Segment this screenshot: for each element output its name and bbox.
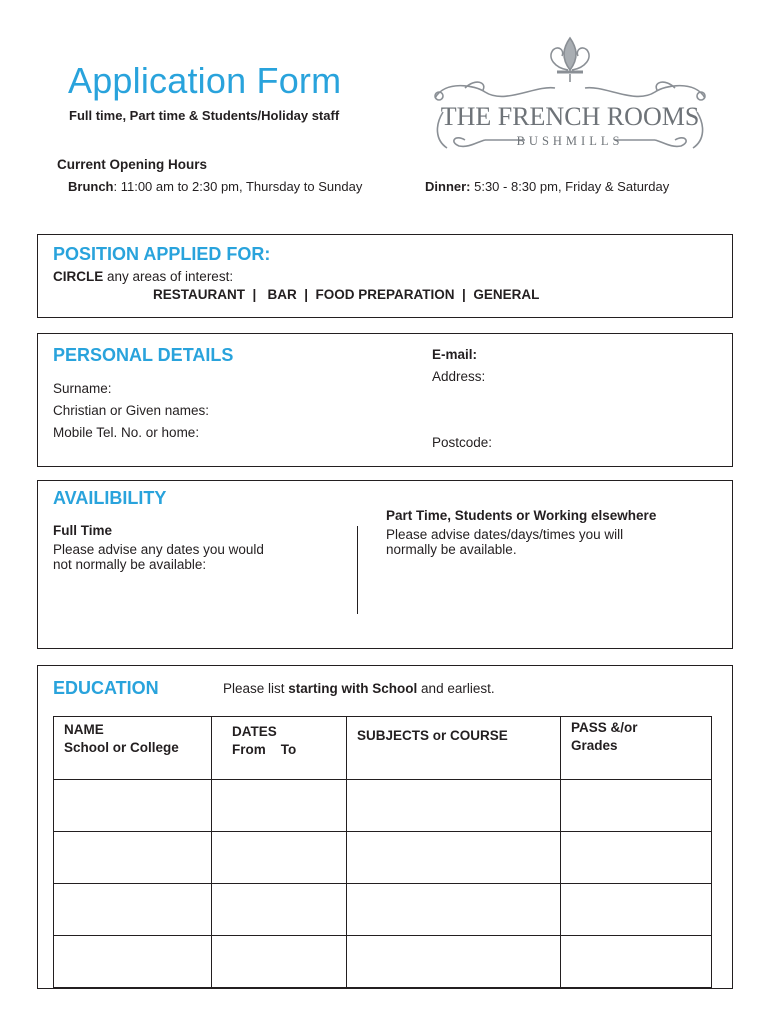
table-cell[interactable] bbox=[54, 780, 212, 832]
address-field[interactable]: Address: bbox=[432, 369, 486, 384]
table-row bbox=[54, 832, 712, 884]
table-cell[interactable] bbox=[347, 884, 561, 936]
column-header-pass-line1: PASS &/or bbox=[571, 720, 638, 735]
logo-name-text: THE FRENCH ROOMS bbox=[440, 102, 700, 131]
page-title: Application Form bbox=[68, 60, 342, 101]
part-time-instruction-2: normally be available. bbox=[386, 542, 517, 557]
dinner-label: Dinner: bbox=[425, 179, 471, 194]
table-cell[interactable] bbox=[212, 832, 347, 884]
education-table bbox=[53, 716, 712, 988]
column-header-pass-line2: Grades bbox=[571, 738, 618, 753]
logo-location-text: BUSHMILLS bbox=[516, 134, 624, 148]
education-heading: EDUCATION bbox=[53, 678, 159, 698]
education-table-header bbox=[54, 717, 712, 780]
table-cell[interactable] bbox=[212, 884, 347, 936]
page-subtitle: Full time, Part time & Students/Holiday staff bbox=[69, 108, 340, 123]
column-header-name-line2: School or College bbox=[64, 740, 179, 755]
table-cell[interactable] bbox=[347, 832, 561, 884]
column-header-name-line1: NAME bbox=[64, 722, 104, 737]
table-cell[interactable] bbox=[212, 780, 347, 832]
table-cell[interactable] bbox=[561, 832, 712, 884]
table-cell[interactable] bbox=[561, 884, 712, 936]
column-header-pass bbox=[561, 717, 712, 780]
full-time-instruction-2: not normally be available: bbox=[53, 557, 207, 572]
table-cell[interactable] bbox=[347, 936, 561, 988]
brunch-label: Brunch bbox=[68, 179, 114, 194]
circle-text: any areas of interest: bbox=[103, 269, 234, 284]
part-time-title: Part Time, Students or Working elsewhere bbox=[386, 508, 657, 523]
mobile-field[interactable]: Mobile Tel. No. or home: bbox=[53, 425, 200, 440]
french-rooms-logo bbox=[425, 30, 715, 160]
education-instruction-bold: starting with School bbox=[288, 681, 418, 696]
education-instruction bbox=[223, 680, 495, 697]
education-instruction-post: and earliest. bbox=[417, 681, 495, 696]
opening-hours-title: Current Opening Hours bbox=[57, 157, 208, 172]
brunch-hours-text: : 11:00 am to 2:30 pm, Thursday to Sunday bbox=[113, 179, 363, 194]
table-row bbox=[54, 780, 712, 832]
part-time-instruction-1: Please advise dates/days/times you will bbox=[386, 527, 624, 542]
column-header-dates-line2: From To bbox=[232, 742, 297, 757]
table-cell[interactable] bbox=[212, 936, 347, 988]
table-cell[interactable] bbox=[561, 936, 712, 988]
postcode-field[interactable]: Postcode: bbox=[432, 435, 493, 450]
table-row bbox=[54, 884, 712, 936]
given-names-field[interactable]: Christian or Given names: bbox=[53, 403, 210, 418]
table-row bbox=[54, 936, 712, 988]
brunch-hours bbox=[68, 179, 362, 194]
column-header-name bbox=[54, 717, 212, 780]
circle-label: CIRCLE bbox=[53, 269, 104, 284]
availability-divider bbox=[357, 526, 358, 614]
education-instruction-pre: Please list bbox=[223, 681, 289, 696]
table-cell[interactable] bbox=[54, 884, 212, 936]
column-header-dates bbox=[212, 717, 347, 780]
full-time-title: Full Time bbox=[53, 523, 113, 538]
email-field[interactable]: E-mail: bbox=[432, 347, 478, 362]
availability-heading: AVAILIBILITY bbox=[53, 488, 167, 508]
table-cell[interactable] bbox=[347, 780, 561, 832]
table-cell[interactable] bbox=[54, 832, 212, 884]
column-header-subjects bbox=[347, 717, 561, 780]
column-header-subjects-text: SUBJECTS or COURSE bbox=[357, 728, 508, 743]
table-cell[interactable] bbox=[561, 780, 712, 832]
position-heading: POSITION APPLIED FOR: bbox=[53, 244, 271, 264]
table-cell[interactable] bbox=[54, 936, 212, 988]
column-header-dates-line1: DATES bbox=[232, 724, 277, 739]
dinner-hours bbox=[425, 179, 669, 194]
circle-instruction bbox=[53, 268, 233, 285]
position-options[interactable]: RESTAURANT | BAR | FOOD PREPARATION | GENERAL bbox=[153, 287, 540, 302]
personal-details-heading: PERSONAL DETAILS bbox=[53, 345, 234, 365]
full-time-instruction-1: Please advise any dates you would bbox=[53, 542, 264, 557]
surname-field[interactable]: Surname: bbox=[53, 381, 112, 396]
dinner-hours-text: 5:30 - 8:30 pm, Friday & Saturday bbox=[470, 179, 670, 194]
